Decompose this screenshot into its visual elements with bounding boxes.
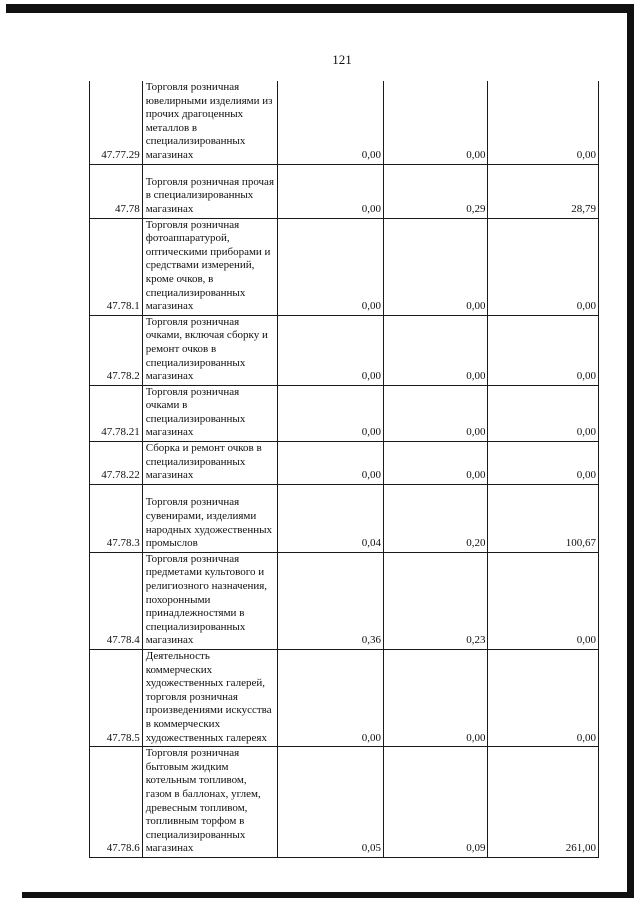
value-col-2: 0,00 bbox=[384, 315, 488, 385]
okved-code: 47.77.29 bbox=[90, 81, 143, 164]
value-col-1: 0,00 bbox=[277, 81, 383, 164]
value-col-2: 0,00 bbox=[384, 218, 488, 315]
table-row bbox=[90, 385, 599, 441]
value-col-3: 100,67 bbox=[488, 484, 599, 552]
value-col-1: 0,00 bbox=[277, 218, 383, 315]
value-col-2: 0,20 bbox=[384, 484, 488, 552]
okved-code: 47.78 bbox=[90, 164, 143, 218]
value-col-3: 28,79 bbox=[488, 164, 599, 218]
scan-border-right bbox=[627, 4, 634, 897]
activity-description: Сборка и ремонт очков в специализированных магазинах bbox=[142, 442, 277, 485]
okved-code: 47.78.2 bbox=[90, 315, 143, 385]
value-col-2: 0,00 bbox=[384, 81, 488, 164]
value-col-1: 0,00 bbox=[277, 385, 383, 441]
value-col-3: 0,00 bbox=[488, 552, 599, 649]
value-col-1: 0,00 bbox=[277, 315, 383, 385]
value-col-2: 0,00 bbox=[384, 650, 488, 747]
table-row bbox=[90, 747, 599, 858]
value-col-1: 0,00 bbox=[277, 442, 383, 485]
activity-description: Торговля розничная бытовым жидким котельным топливом, газом в баллонах, углем, древесным топливом, топливным торфом в специализированных магазинах bbox=[142, 747, 277, 858]
okved-code: 47.78.21 bbox=[90, 385, 143, 441]
activity-description: Торговля розничная предметами культового и религиозного назначения, похоронными принадлежностями в специализированных магазинах bbox=[142, 552, 277, 649]
page-number: 121 bbox=[332, 52, 352, 67]
activity-description: Деятельность коммерческих художественных галерей, торговля розничная произведениями искусства в коммерческих художественных галереях bbox=[142, 650, 277, 747]
value-col-3: 0,00 bbox=[488, 81, 599, 164]
activity-description: Торговля розничная прочая в специализированных магазинах bbox=[142, 164, 277, 218]
activity-description: Торговля розничная ювелирными изделиями из прочих драгоценных металлов в специализированных магазинах bbox=[142, 81, 277, 164]
table-row bbox=[90, 315, 599, 385]
value-col-2: 0,09 bbox=[384, 747, 488, 858]
table-row bbox=[90, 442, 599, 485]
value-col-3: 0,00 bbox=[488, 650, 599, 747]
value-col-3: 0,00 bbox=[488, 385, 599, 441]
value-col-2: 0,00 bbox=[384, 442, 488, 485]
okved-code: 47.78.3 bbox=[90, 484, 143, 552]
okved-code: 47.78.6 bbox=[90, 747, 143, 858]
value-col-1: 0,05 bbox=[277, 747, 383, 858]
okved-code: 47.78.22 bbox=[90, 442, 143, 485]
okved-code: 47.78.4 bbox=[90, 552, 143, 649]
value-col-1: 0,00 bbox=[277, 650, 383, 747]
value-col-2: 0,00 bbox=[384, 385, 488, 441]
value-col-3: 261,00 bbox=[488, 747, 599, 858]
activity-description: Торговля розничная фотоаппаратурой, оптическими приборами и средствами измерений, кроме очков, в специализированных магазинах bbox=[142, 218, 277, 315]
value-col-2: 0,23 bbox=[384, 552, 488, 649]
table-row bbox=[90, 218, 599, 315]
value-col-3: 0,00 bbox=[488, 218, 599, 315]
scan-border-bottom bbox=[22, 892, 634, 898]
value-col-1: 0,04 bbox=[277, 484, 383, 552]
table-row bbox=[90, 650, 599, 747]
data-table bbox=[89, 81, 599, 858]
okved-code: 47.78.1 bbox=[90, 218, 143, 315]
value-col-2: 0,29 bbox=[384, 164, 488, 218]
scan-border-top bbox=[6, 4, 634, 13]
value-col-3: 0,00 bbox=[488, 315, 599, 385]
activity-description: Торговля розничная очками в специализированных магазинах bbox=[142, 385, 277, 441]
table-row bbox=[90, 164, 599, 218]
table-row bbox=[90, 552, 599, 649]
activity-description: Торговля розничная очками, включая сборку и ремонт очков в специализированных магазинах bbox=[142, 315, 277, 385]
value-col-3: 0,00 bbox=[488, 442, 599, 485]
value-col-1: 0,00 bbox=[277, 164, 383, 218]
table-row bbox=[90, 81, 599, 164]
activity-description: Торговля розничная сувенирами, изделиями народных художественных промыслов bbox=[142, 484, 277, 552]
table-row bbox=[90, 484, 599, 552]
okved-code: 47.78.5 bbox=[90, 650, 143, 747]
value-col-1: 0,36 bbox=[277, 552, 383, 649]
